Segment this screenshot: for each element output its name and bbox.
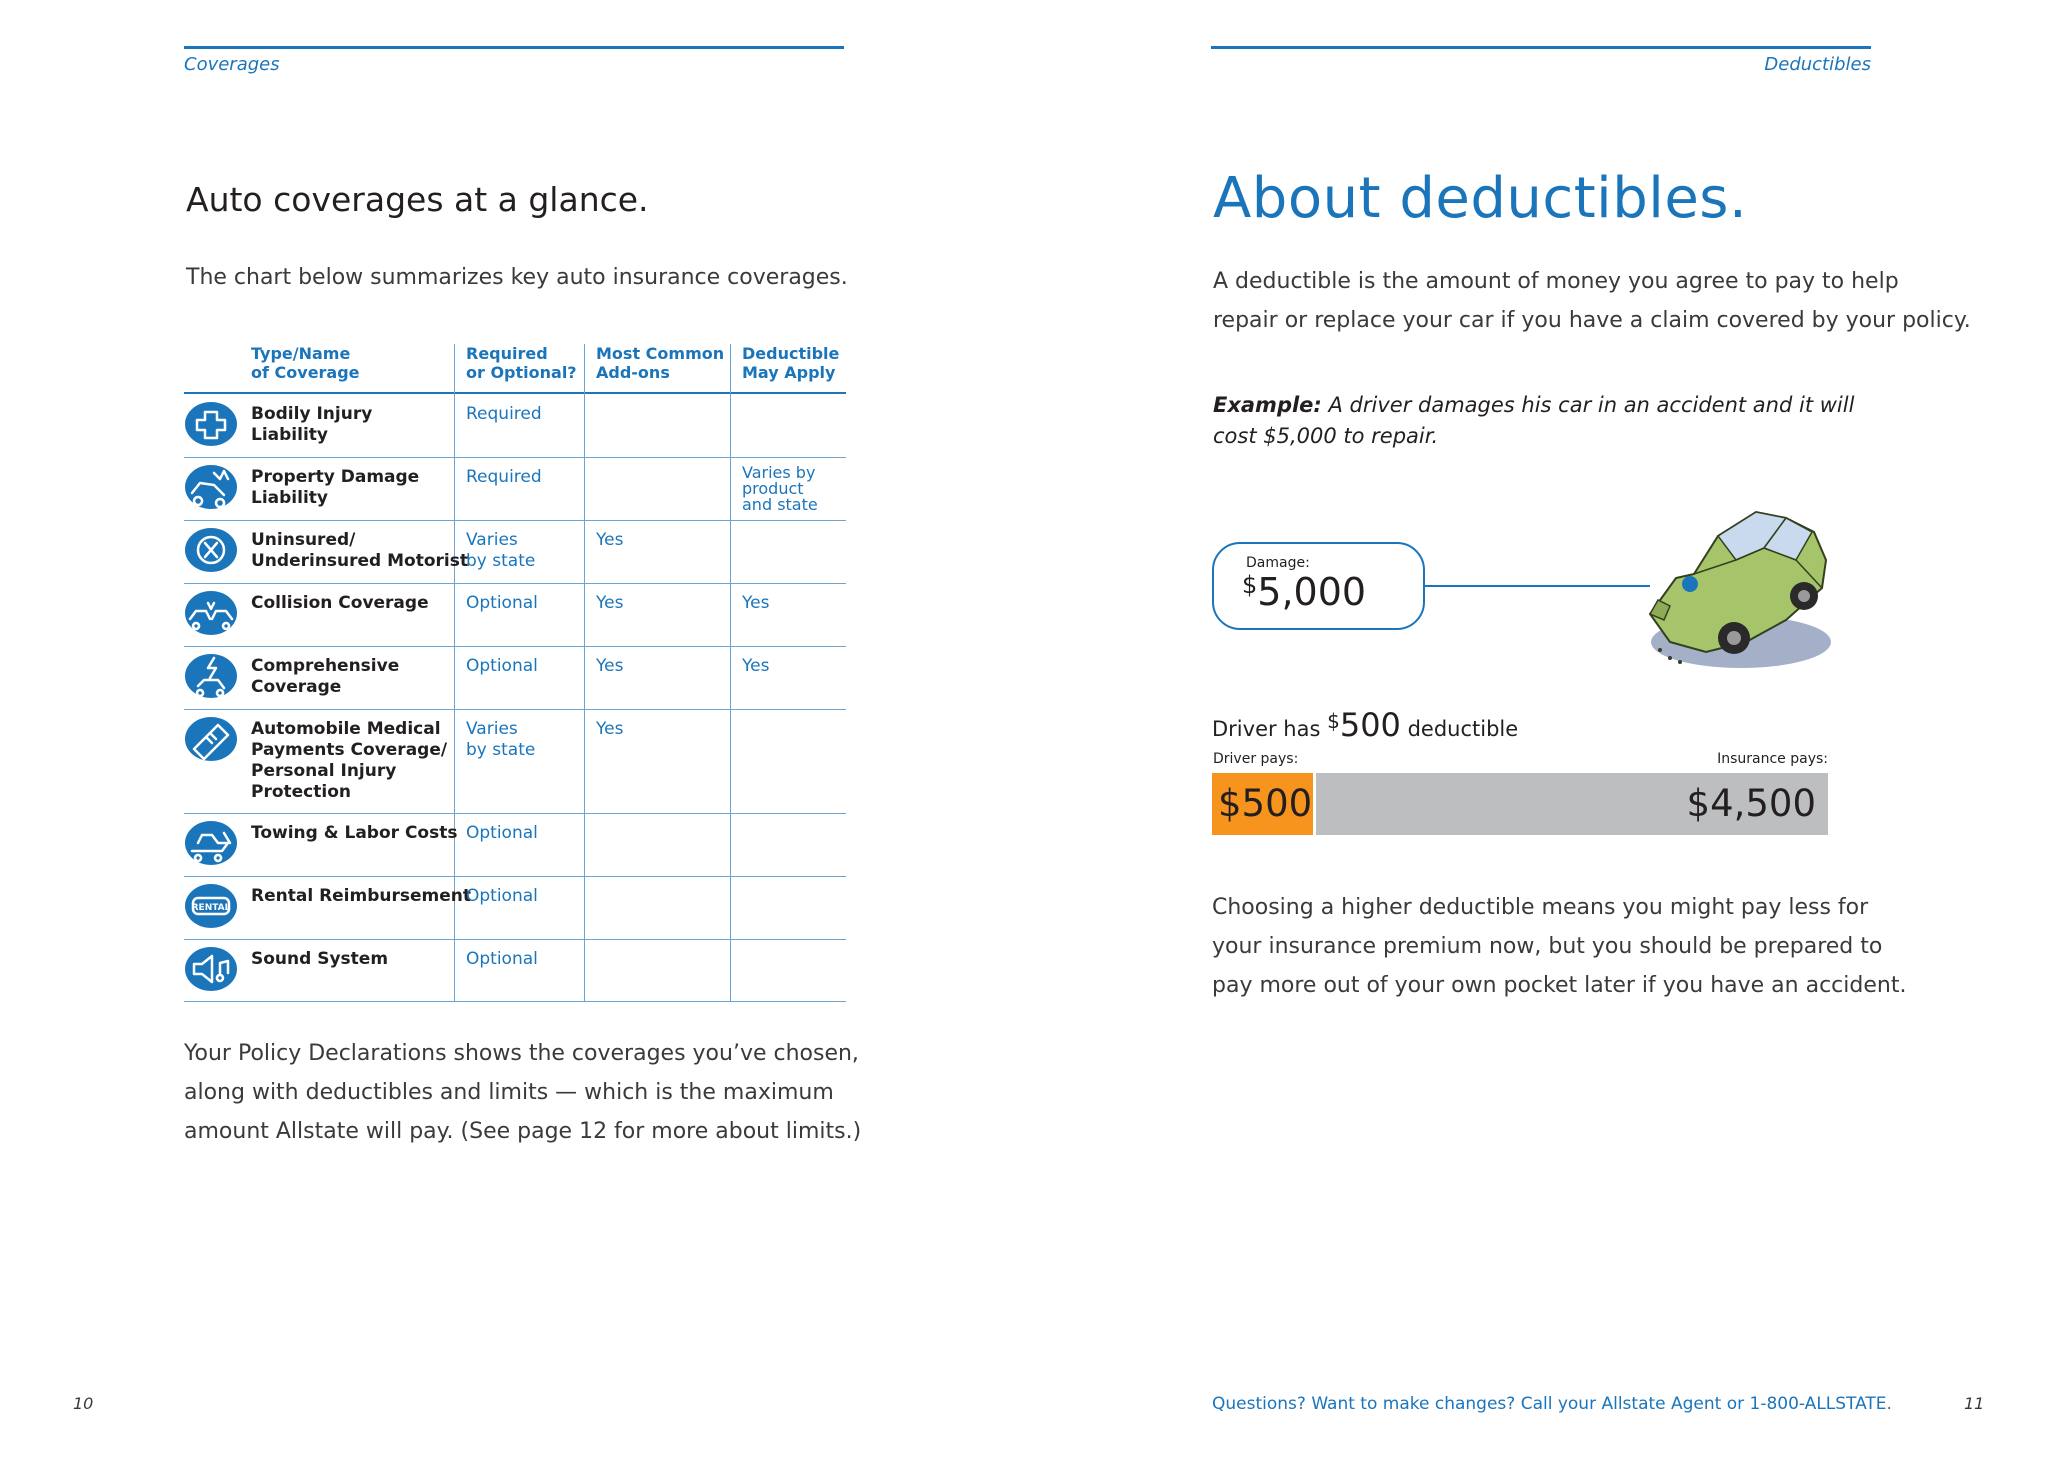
table-row-rule: [184, 520, 846, 521]
coverage-name: Rental Reimbursement: [251, 886, 472, 906]
table-row-rule: [184, 583, 846, 584]
right-closing-line: pay more out of your own pocket later if you have an accident.: [1212, 973, 1907, 998]
footer-contact: Questions? Want to make changes? Call your Allstate Agent or 1-800-ALLSTATE.: [1212, 1394, 1892, 1414]
collision-icon: [184, 589, 238, 637]
coverage-required: Optional: [466, 593, 538, 613]
deductible-prefix: Driver has: [1212, 717, 1328, 741]
table-header-rule: [184, 392, 846, 394]
rental-tag-icon: [184, 882, 238, 930]
left-page-intro: The chart below summarizes key auto insurance coverages.: [186, 265, 848, 290]
coverage-deductible: Varies by product and state: [742, 463, 818, 514]
coverage-name: Comprehensive Coverage: [251, 656, 400, 697]
right-page-number: 11: [1964, 1394, 1985, 1413]
coverage-name: Bodily Injury Liability: [251, 404, 373, 445]
damage-label: Damage:: [1246, 555, 1310, 571]
example-paragraph: [1213, 390, 1854, 452]
coverage-required: Required: [466, 467, 542, 487]
rental-tag-text: RENTAL: [191, 903, 231, 913]
right-closing-paragraph: [1212, 888, 1906, 1005]
coverage-name: Towing & Labor Costs: [251, 823, 458, 843]
coverage-required: Optional: [466, 949, 538, 969]
coverage-name: Automobile Medical Payments Coverage/ Personal Injury Protection: [251, 719, 448, 802]
deductible-currency: $: [1327, 709, 1340, 733]
coverage-required: Optional: [466, 656, 538, 676]
deductible-amount: 500: [1339, 706, 1401, 744]
insurance-pays-amount: $4,500: [1686, 782, 1816, 825]
table-row-rule: [184, 813, 846, 814]
callout-connector: [1425, 585, 1650, 587]
coverage-required: Varies by state: [466, 530, 536, 571]
left-closing-line: amount Allstate will pay. (See page 12 for more about limits.): [184, 1119, 862, 1144]
table-header: Deductible May Apply: [742, 344, 840, 382]
example-label: Example:: [1213, 393, 1322, 417]
damage-currency: $: [1242, 571, 1258, 599]
table-row-rule: [184, 709, 846, 710]
speaker-icon: [184, 945, 238, 993]
coverage-addons: Yes: [596, 593, 624, 613]
damaged-car-illustration: [1636, 502, 1836, 682]
x-circle-icon: [184, 526, 238, 574]
right-closing-line: your insurance premium now, but you should be prepared to: [1212, 934, 1883, 959]
table-row-rule: [184, 939, 846, 940]
bandage-icon: [184, 715, 238, 763]
left-closing-line: along with deductibles and limits — which is the maximum: [184, 1080, 834, 1105]
crashed-car-icon: [184, 463, 238, 511]
table-row-rule: [184, 876, 846, 877]
coverage-required: Optional: [466, 823, 538, 843]
table-row-rule: [184, 1001, 846, 1002]
insurance-pays-bar: [1316, 773, 1828, 835]
example-text: A driver damages his car in an accident and it will: [1321, 393, 1855, 417]
left-closing-line: Your Policy Declarations shows the coverages you’ve chosen,: [184, 1041, 859, 1066]
insurance-pays-label: Insurance pays:: [1717, 751, 1828, 767]
medical-cross-icon: [184, 400, 238, 448]
coverage-addons: Yes: [596, 530, 624, 550]
deductible-suffix: deductible: [1400, 717, 1519, 741]
left-page-number: 10: [73, 1394, 94, 1413]
coverage-name: Uninsured/ Underinsured Motorist: [251, 530, 468, 571]
coverage-addons: Yes: [596, 656, 624, 676]
coverage-name: Collision Coverage: [251, 593, 429, 613]
damage-value: 5,000: [1257, 570, 1367, 614]
right-header-rule: [1211, 46, 1871, 49]
coverage-required: Required: [466, 404, 542, 424]
right-intro-line: A deductible is the amount of money you agree to pay to help: [1213, 269, 1899, 294]
storm-icon: [184, 652, 238, 700]
driver-pays-label: Driver pays:: [1213, 751, 1299, 767]
coverage-required: Varies by state: [466, 719, 536, 760]
table-header: Type/Name of Coverage: [251, 344, 360, 382]
tow-truck-icon: [184, 819, 238, 867]
table-column-divider: [730, 344, 731, 1001]
right-intro-line: repair or replace your car if you have a claim covered by your policy.: [1213, 308, 1971, 333]
driver-pays-bar: [1212, 773, 1313, 835]
coverage-deductible: Yes: [742, 656, 770, 676]
coverage-name: Sound System: [251, 949, 389, 969]
right-closing-line: Choosing a higher deductible means you might pay less for: [1212, 895, 1869, 920]
deductible-statement: [1212, 706, 1518, 744]
left-closing-paragraph: [184, 1034, 861, 1151]
example-text-2: cost $5,000 to repair.: [1213, 424, 1439, 448]
table-header: Required or Optional?: [466, 344, 577, 382]
left-page-heading: Auto coverages at a glance.: [186, 180, 649, 219]
coverage-addons: Yes: [596, 719, 624, 739]
table-row-rule: [184, 646, 846, 647]
driver-pays-amount: $500: [1218, 782, 1313, 825]
right-running-head: Deductibles: [1764, 54, 1871, 75]
coverage-name: Property Damage Liability: [251, 467, 420, 508]
damage-amount: [1242, 570, 1366, 614]
table-column-divider: [584, 344, 585, 1001]
table-header: Most Common Add-ons: [596, 344, 725, 382]
coverage-deductible: Yes: [742, 593, 770, 613]
right-page-intro: [1213, 262, 1971, 340]
table-row-rule: [184, 457, 846, 458]
coverage-required: Optional: [466, 886, 538, 906]
right-page-heading: About deductibles.: [1213, 166, 1748, 231]
left-running-head: Coverages: [184, 54, 280, 75]
